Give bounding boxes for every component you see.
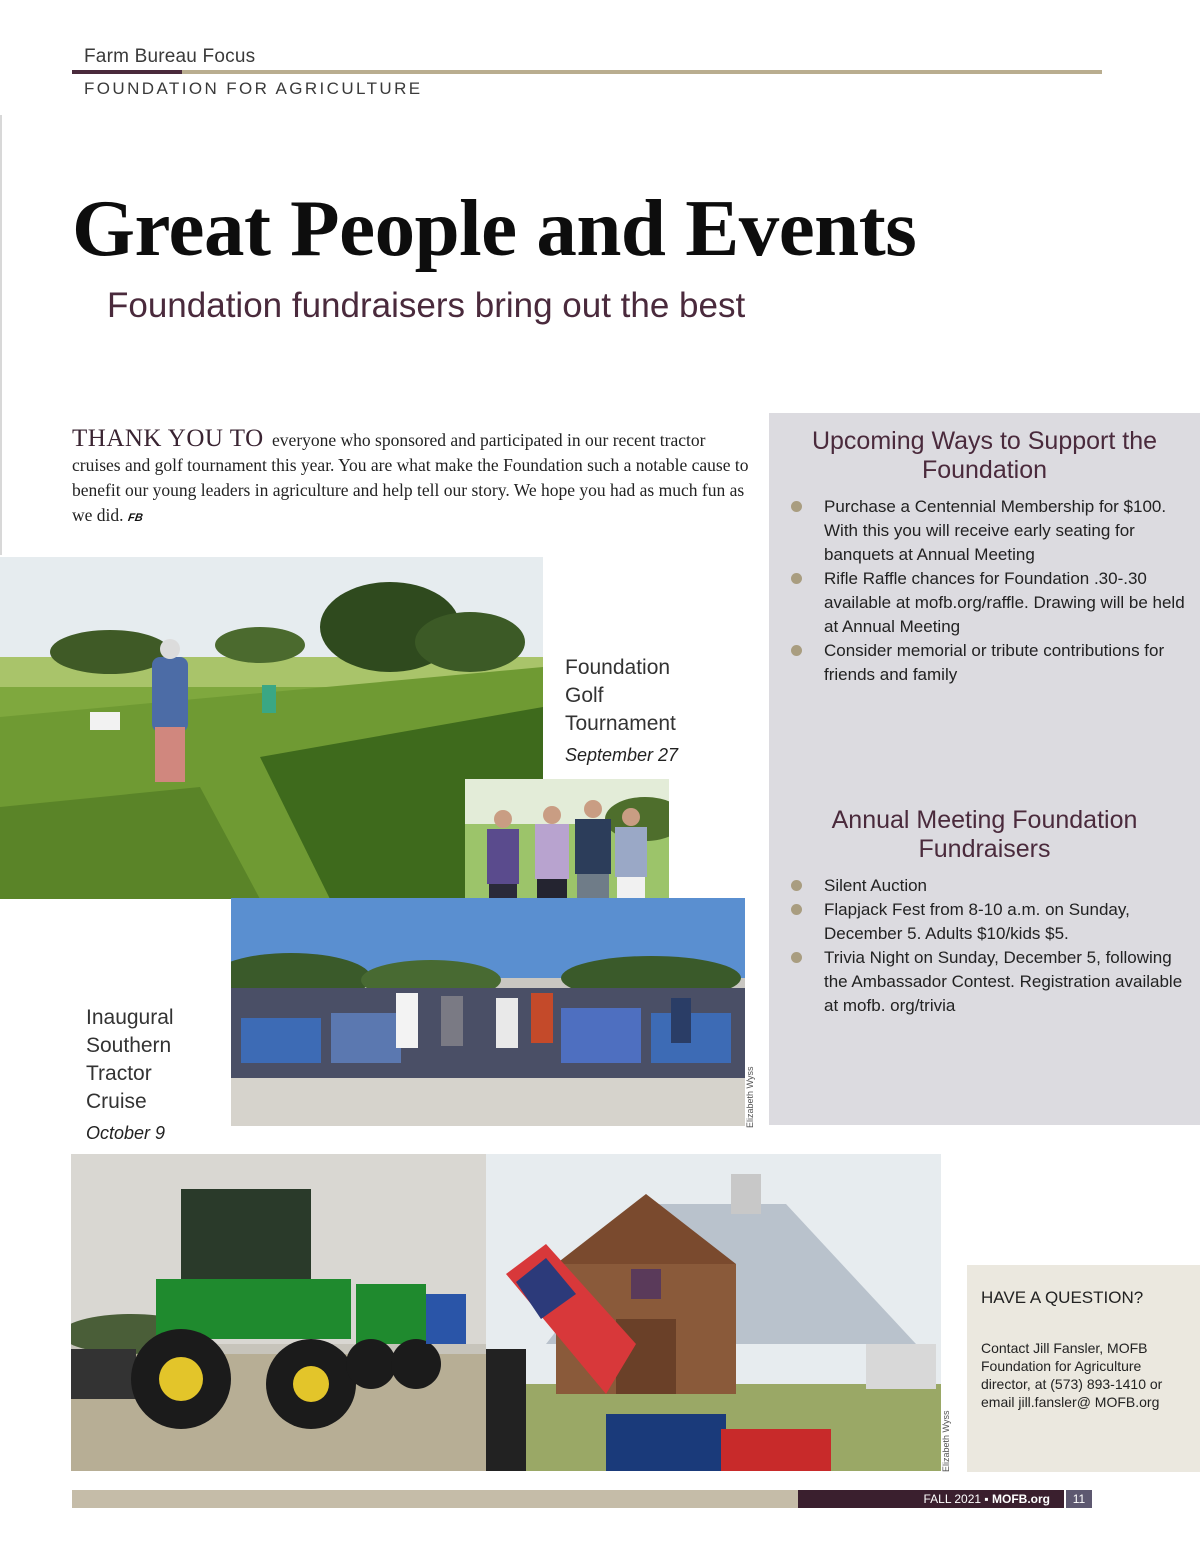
page-subtitle: Foundation fundraisers bring out the best bbox=[107, 286, 746, 325]
brand-name: Farm Bureau Focus bbox=[84, 46, 256, 67]
list-item: Flapjack Fest from 8-10 a.m. on Sunday, December 5. Adults $10/kids $5. bbox=[791, 898, 1191, 946]
golf-caption: Foundation Golf Tournament bbox=[565, 656, 676, 735]
barn-photo bbox=[486, 1154, 941, 1471]
tractor-date: October 9 bbox=[86, 1123, 166, 1143]
list-item: Rifle Raffle chances for Foundation .30-.30 available at mofb.org/raffle. Drawing will be held at Annual Meeting bbox=[791, 567, 1191, 639]
list-item: Purchase a Centennial Membership for $100. With this you will receive early seating for banquets at Annual Meeting bbox=[791, 495, 1191, 567]
footer-issue: FALL 2021 ▪ MOFB.org bbox=[798, 1490, 1064, 1508]
publication-link[interactable]: MOFB.org bbox=[992, 1492, 1050, 1506]
section-label: FOUNDATION FOR AGRICULTURE bbox=[84, 79, 423, 98]
golf-course-photo bbox=[0, 557, 543, 899]
margin-line bbox=[0, 115, 2, 555]
support-list bbox=[791, 495, 1191, 687]
sidebar-heading-annual: Annual Meeting Foundation Fundraisers bbox=[831, 806, 1138, 863]
photo-credit: Elizabeth Wyss bbox=[745, 1066, 755, 1128]
photo-credit: Elizabeth Wyss bbox=[941, 1410, 951, 1472]
support-sidebar bbox=[769, 413, 1200, 1125]
end-mark: FB bbox=[126, 512, 144, 524]
intro-lead: THANK YOU TO bbox=[72, 425, 264, 452]
tractor-caption: Inaugural Southern Tractor Cruise bbox=[86, 1006, 174, 1113]
sidebar-heading-support: Upcoming Ways to Support the Foundation bbox=[811, 427, 1158, 484]
list-item: Silent Auction bbox=[791, 874, 1191, 898]
header-rule-accent bbox=[72, 70, 182, 74]
question-box bbox=[967, 1265, 1200, 1472]
question-contact: Contact Jill Fansler, MOFB Foundation for Agriculture director, at (573) 893-1410 or email jill.fansler@ MOFB.org bbox=[981, 1340, 1163, 1410]
golf-date: September 27 bbox=[565, 745, 679, 765]
footer-bar bbox=[72, 1490, 798, 1508]
fundraiser-list bbox=[791, 874, 1191, 1018]
tractors-photo bbox=[71, 1154, 487, 1471]
golf-carts-photo bbox=[231, 898, 745, 1126]
list-item: Consider memorial or tribute contributions for friends and family bbox=[791, 639, 1191, 687]
header-rule bbox=[182, 70, 1102, 74]
list-item: Trivia Night on Sunday, December 5, following the Ambassador Contest. Registration available at mofb. org/trivia bbox=[791, 946, 1191, 1018]
intro-paragraph bbox=[72, 426, 752, 531]
page-title: Great People and Events bbox=[72, 183, 917, 273]
intro-body: everyone who sponsored and participated in our recent tractor cruises and golf tournament this year. You are what make the Foundation such a notable cause to benefit our young leaders in agriculture and help tell our story. We hope you had as much fun as we did. bbox=[72, 430, 749, 525]
question-heading: HAVE A QUESTION? bbox=[981, 1288, 1144, 1307]
issue-label: FALL 2021 bbox=[923, 1492, 982, 1506]
page-number: 11 bbox=[1066, 1490, 1092, 1508]
